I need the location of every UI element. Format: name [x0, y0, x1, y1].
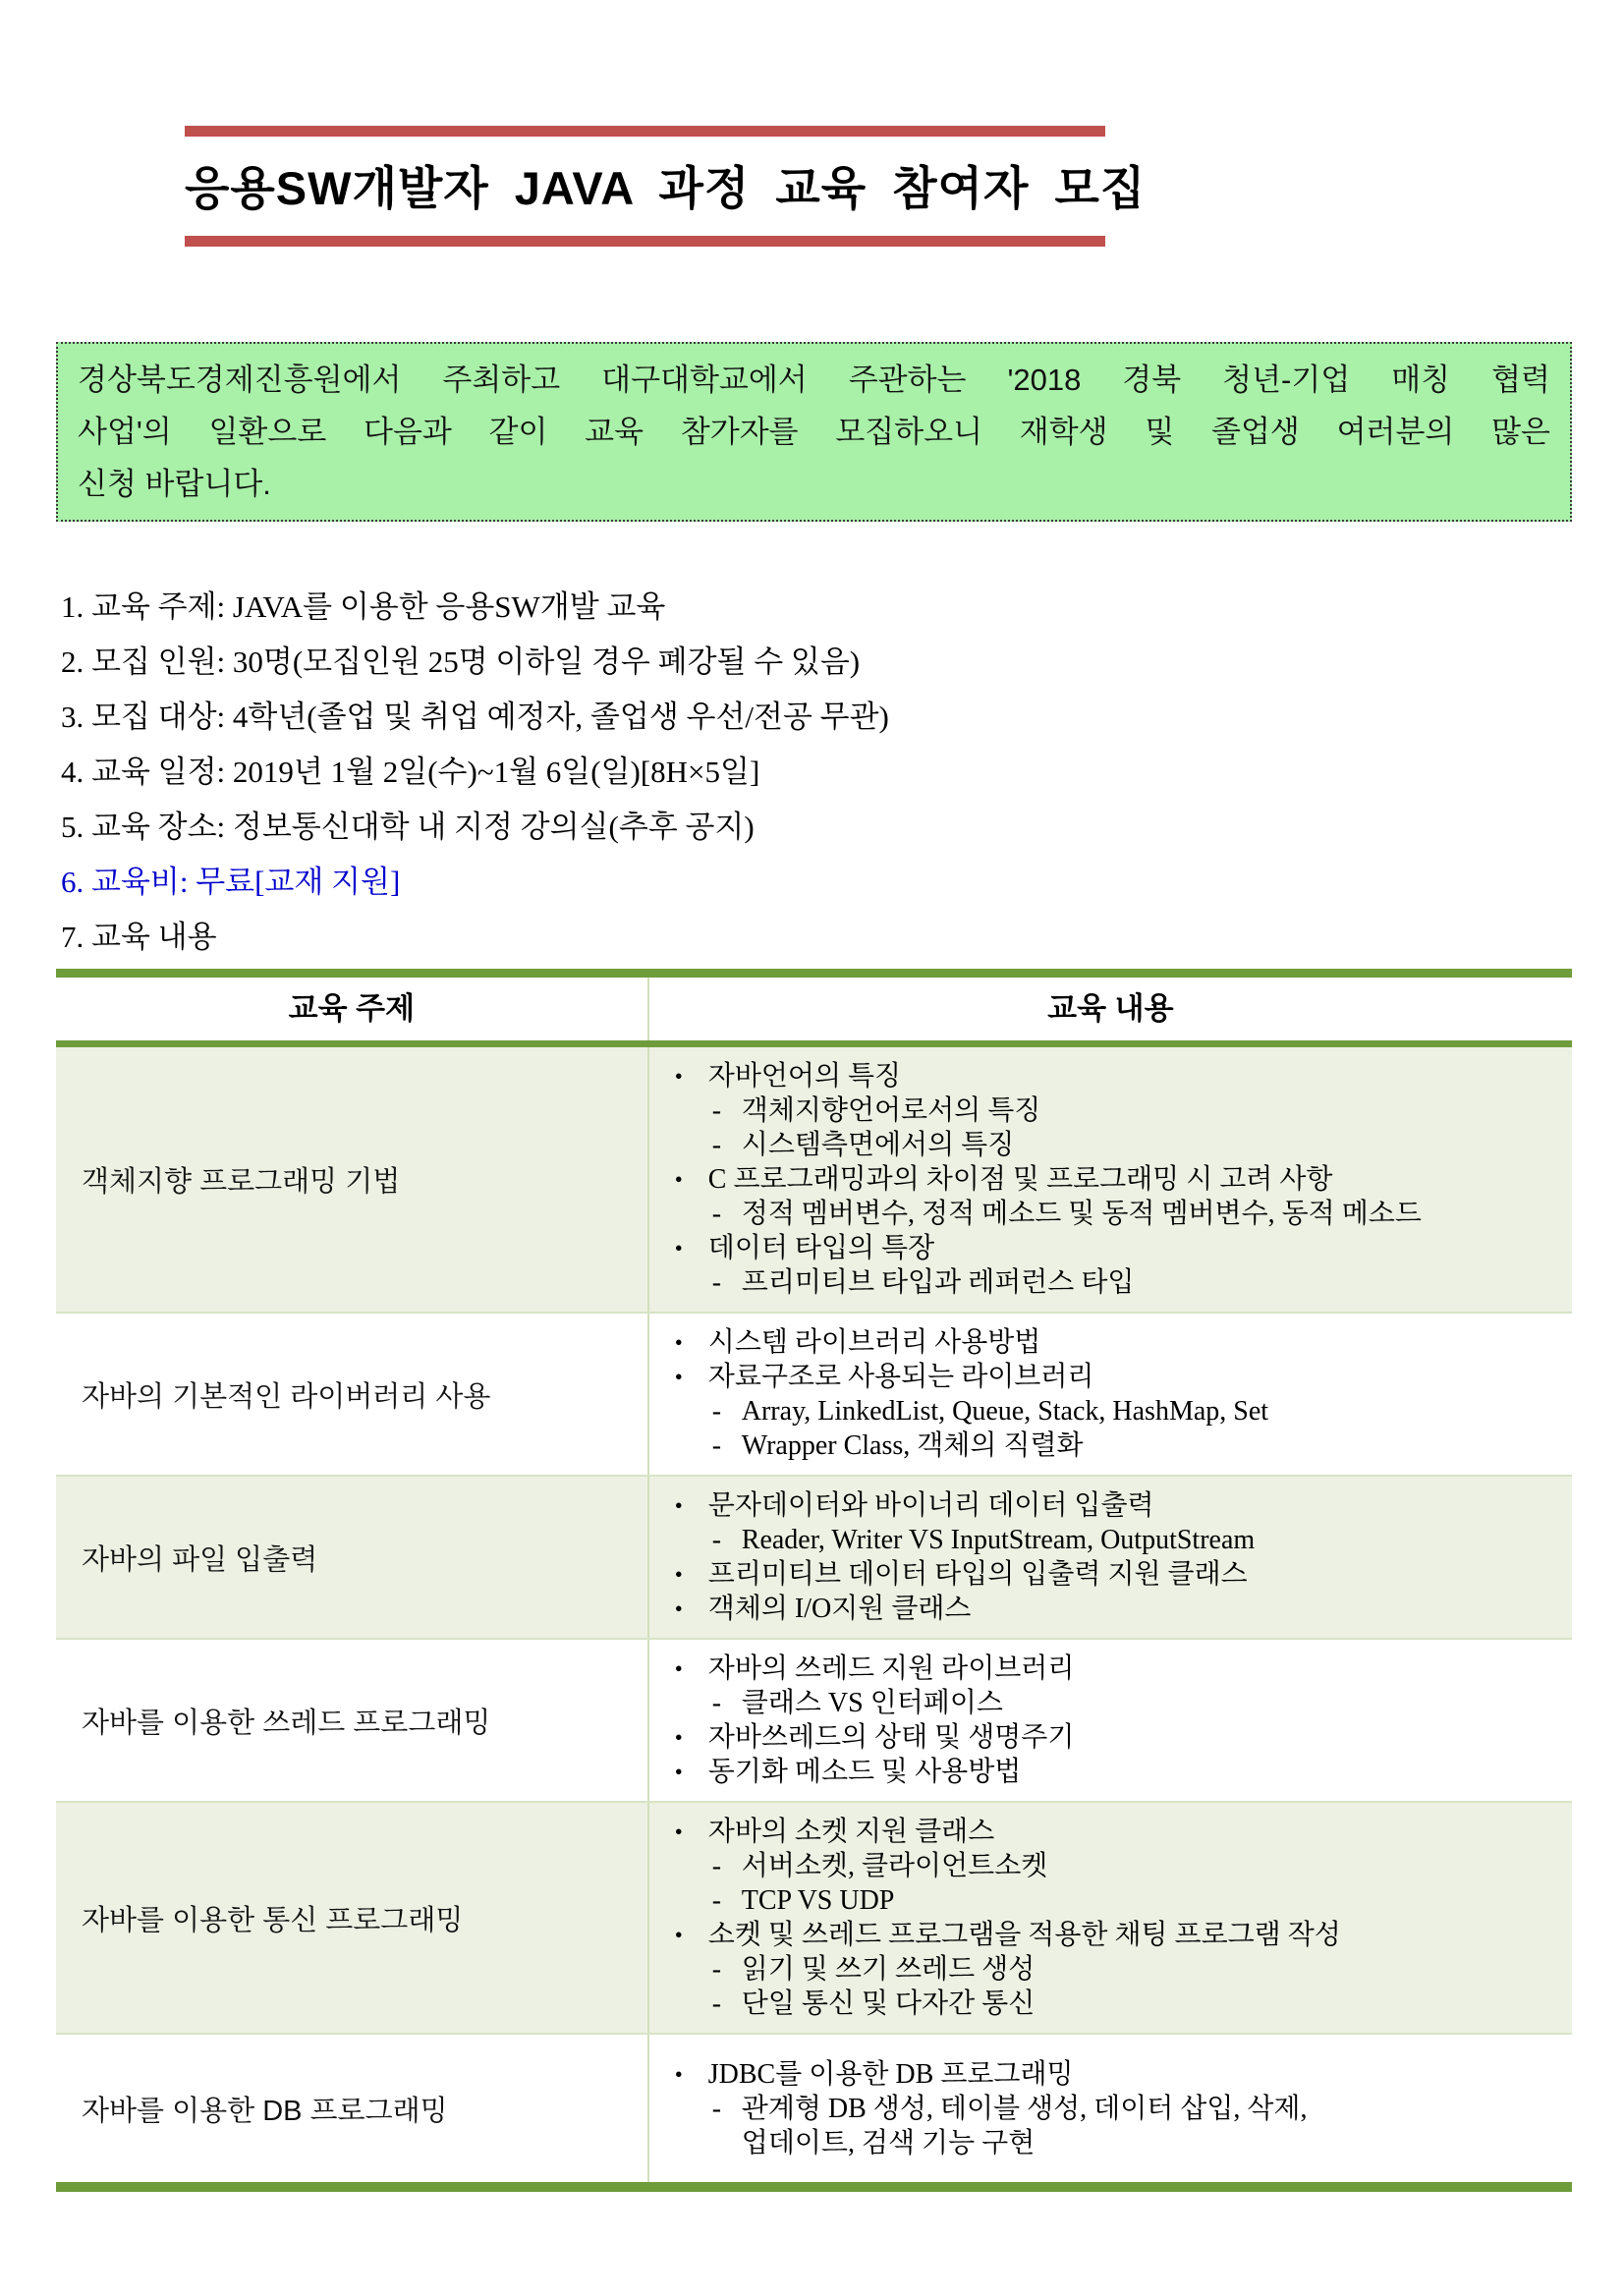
content-text: 동기화 메소드 및 사용방법: [707, 1757, 1022, 1787]
table-row: [56, 1312, 1572, 1475]
intro-box: [56, 342, 1572, 522]
title-bottom-rule: [185, 236, 1105, 247]
dash-icon: -: [711, 1267, 722, 1298]
content-text: 서버소켓, 클라이언트소켓: [741, 1851, 1048, 1881]
content-bullet-line: [675, 1488, 1564, 1523]
content-bullet-line: [675, 1162, 1564, 1197]
topic-cell: [56, 1477, 647, 1638]
topic-cell: [56, 1047, 647, 1312]
header-content: 교육 내용: [647, 978, 1572, 1040]
content-bullet-line: [675, 1592, 1564, 1626]
info-item: 2. 모집 인원: 30명(모집인원 25명 이하일 경우 폐강될 수 있음): [61, 644, 861, 679]
dash-icon: -: [711, 1095, 722, 1126]
content-bullet-line: [675, 1059, 1564, 1093]
intro-line: 경상북도경제진흥원에서 주최하고 대구대학교에서 주관하는 '2018 경북 청년-기업 매칭 협력: [78, 363, 1550, 397]
content-text: TCP VS UDP: [741, 1885, 895, 1916]
content-text: 데이터 타입의 특장: [707, 1233, 935, 1263]
content-text: 시스템측면에서의 특징: [741, 1130, 1015, 1160]
content-text: 관계형 DB 생성, 테이블 생성, 데이터 삽입, 삭제,: [741, 2093, 1308, 2124]
content-subitem-line: [712, 1428, 1564, 1463]
info-item: 4. 교육 일정: 2019년 1월 2일(수)~1월 6일(일)[8H×5일]: [61, 755, 760, 789]
title-block: [185, 126, 1147, 247]
content-subitem-line: [712, 1987, 1564, 2021]
course-table: [56, 969, 1572, 2192]
content-subitem-line: [712, 1093, 1564, 1128]
dash-icon: -: [711, 1688, 722, 1718]
topic-label: 자바를 이용한 DB 프로그래밍: [82, 2095, 448, 2127]
bullet-icon: •: [674, 1923, 683, 1947]
info-list: [61, 580, 1582, 965]
info-item: 1. 교육 주제: JAVA를 이용한 응용SW개발 교육: [61, 589, 666, 624]
content-text: 자바의 소켓 지원 클래스: [707, 1817, 995, 1847]
content-text: 읽기 및 쓰기 쓰레드 생성: [741, 1954, 1036, 1985]
bullet-icon: •: [674, 1365, 683, 1389]
content-text: 객체지향언어로서의 특징: [741, 1095, 1041, 1126]
topic-cell: [56, 2035, 647, 2182]
content-subitem-line: [712, 1265, 1564, 1300]
dash-icon: -: [711, 1954, 722, 1985]
content-bullet-line: [675, 1755, 1564, 1789]
dash-icon: -: [711, 1199, 722, 1229]
content-cell: [647, 1640, 1572, 1801]
content-text: 객체의 I/O지원 클래스: [707, 1594, 972, 1624]
content-text: JDBC를 이용한 DB 프로그래밍: [707, 2058, 1074, 2090]
info-item: 7. 교육 내용: [61, 920, 217, 954]
content-bullet-line: [675, 1720, 1564, 1755]
dash-icon: -: [711, 1130, 722, 1160]
content-text: 소켓 및 쓰레드 프로그램을 적용한 채팅 프로그램 작성: [707, 1920, 1341, 1950]
content-bullet-line: [675, 1325, 1564, 1360]
content-cell: [647, 1314, 1572, 1475]
content-cell: [647, 2035, 1572, 2182]
bullet-icon: •: [674, 1167, 683, 1192]
content-text: 단일 통신 및 다자간 통신: [741, 1988, 1036, 2019]
bullet-icon: •: [674, 1725, 683, 1750]
content-text: Array, LinkedList, Queue, Stack, HashMap, Set: [741, 1396, 1269, 1427]
topic-cell: [56, 1803, 647, 2033]
content-bullet-line: [675, 1231, 1564, 1265]
content-bullet-line: [675, 1652, 1564, 1686]
dash-icon: -: [711, 2093, 722, 2124]
content-text: Wrapper Class, 객체의 직렬화: [741, 1430, 1084, 1461]
bullet-icon: •: [674, 1820, 683, 1844]
table-body: [56, 1047, 1572, 2182]
content-subitem-line: [712, 1686, 1564, 1720]
content-text: C 프로그래밍과의 차이점 및 프로그래밍 시 고려 사항: [707, 1164, 1333, 1195]
dash-icon: -: [711, 1525, 722, 1555]
topic-cell: [56, 1640, 647, 1801]
info-item: 6. 교육비: 무료[교재 지원]: [61, 865, 401, 899]
content-text: 자바의 쓰레드 지원 라이브러리: [707, 1653, 1075, 1684]
bullet-icon: •: [674, 2061, 683, 2087]
dash-icon: -: [711, 1851, 722, 1881]
bullet-icon: •: [674, 1656, 683, 1681]
title-top-rule: [185, 126, 1105, 137]
dash-icon: -: [711, 1396, 722, 1427]
bullet-icon: •: [674, 1064, 683, 1089]
content-text: 프리미티브 데이터 타입의 입출력 지원 클래스: [707, 1559, 1248, 1590]
bullet-icon: •: [674, 1236, 683, 1260]
bullet-icon: •: [674, 1760, 683, 1784]
intro-line: 신청 바랍니다.: [78, 467, 271, 501]
content-subitem-line: [712, 1128, 1564, 1162]
page-title: 응용SW개발자 JAVA 과정 교육 참여자 모집: [185, 162, 1147, 214]
content-subitem-line: [712, 1197, 1564, 1231]
content-subitem-line: [712, 1394, 1564, 1428]
info-item: 5. 교육 장소: 정보통신대학 내 지정 강의실(추후 공지): [61, 810, 755, 844]
bullet-icon: •: [674, 1493, 683, 1518]
header-topic: 교육 주제: [288, 991, 416, 1026]
content-text: 시스템 라이브러리 사용방법: [707, 1327, 1041, 1358]
topic-label: 자바를 이용한 통신 프로그래밍: [82, 1904, 464, 1936]
table-row: [56, 1047, 1572, 1312]
content-text: 프리미티브 타입과 레퍼런스 타입: [741, 1267, 1135, 1298]
content-bullet-line: [675, 1918, 1564, 1952]
dash-icon: -: [711, 1430, 722, 1461]
dash-icon: -: [711, 1885, 722, 1916]
content-cell: [647, 1477, 1572, 1638]
topic-cell: [56, 1314, 647, 1475]
topic-label: 자바의 기본적인 라이버러리 사용: [82, 1380, 491, 1413]
content-subitem-line: [712, 2092, 1564, 2126]
content-bullet-line: [675, 1815, 1564, 1849]
bullet-icon: •: [674, 1330, 683, 1355]
table-row: [56, 1638, 1572, 1801]
content-bullet-line: [675, 1557, 1564, 1592]
table-row: [56, 2033, 1572, 2182]
content-subitem-line: [712, 1523, 1564, 1557]
intro-line: 사업'의 일환으로 다음과 같이 교육 참가자를 모집하오니 재학생 및 졸업생 여러분의 많은: [78, 415, 1550, 449]
table-row: [56, 1475, 1572, 1638]
content-subitem-line: [712, 1849, 1564, 1883]
content-subitem-line: [712, 1883, 1564, 1918]
content-text: Reader, Writer VS InputStream, OutputStream: [741, 1525, 1256, 1555]
topic-label: 자바를 이용한 쓰레드 프로그래밍: [82, 1707, 491, 1739]
table-header-row: [56, 978, 1572, 1047]
content-text: 자바언어의 특징: [707, 1061, 902, 1092]
content-cell: [647, 1047, 1572, 1312]
table-row: [56, 1801, 1572, 2033]
dash-icon: -: [711, 1988, 722, 2019]
topic-label: 자바의 파일 입출력: [82, 1543, 318, 1576]
content-cell: [647, 1803, 1572, 2033]
content-continuation-line: [742, 2126, 1564, 2160]
content-text: 정적 멤버변수, 정적 메소드 및 동적 멤버변수, 동적 메소드: [741, 1199, 1422, 1229]
content-text: 문자데이터와 바이너리 데이터 입출력: [707, 1490, 1154, 1521]
content-subitem-line: [712, 1952, 1564, 1987]
topic-label: 객체지향 프로그래밍 기법: [82, 1166, 401, 1198]
content-text: 클래스 VS 인터페이스: [741, 1688, 1003, 1718]
content-bullet-line: [675, 1360, 1564, 1394]
bullet-icon: •: [674, 1562, 683, 1587]
content-text: 업데이트, 검색 기능 구현: [741, 2127, 1036, 2158]
info-item: 3. 모집 대상: 4학년(졸업 및 취업 예정자, 졸업생 우선/전공 무관): [61, 700, 889, 734]
content-text: 자료구조로 사용되는 라이브러리: [707, 1362, 1094, 1392]
content-text: 자바쓰레드의 상태 및 생명주기: [707, 1722, 1075, 1753]
bullet-icon: •: [674, 1596, 683, 1621]
content-bullet-line: [675, 2057, 1564, 2092]
